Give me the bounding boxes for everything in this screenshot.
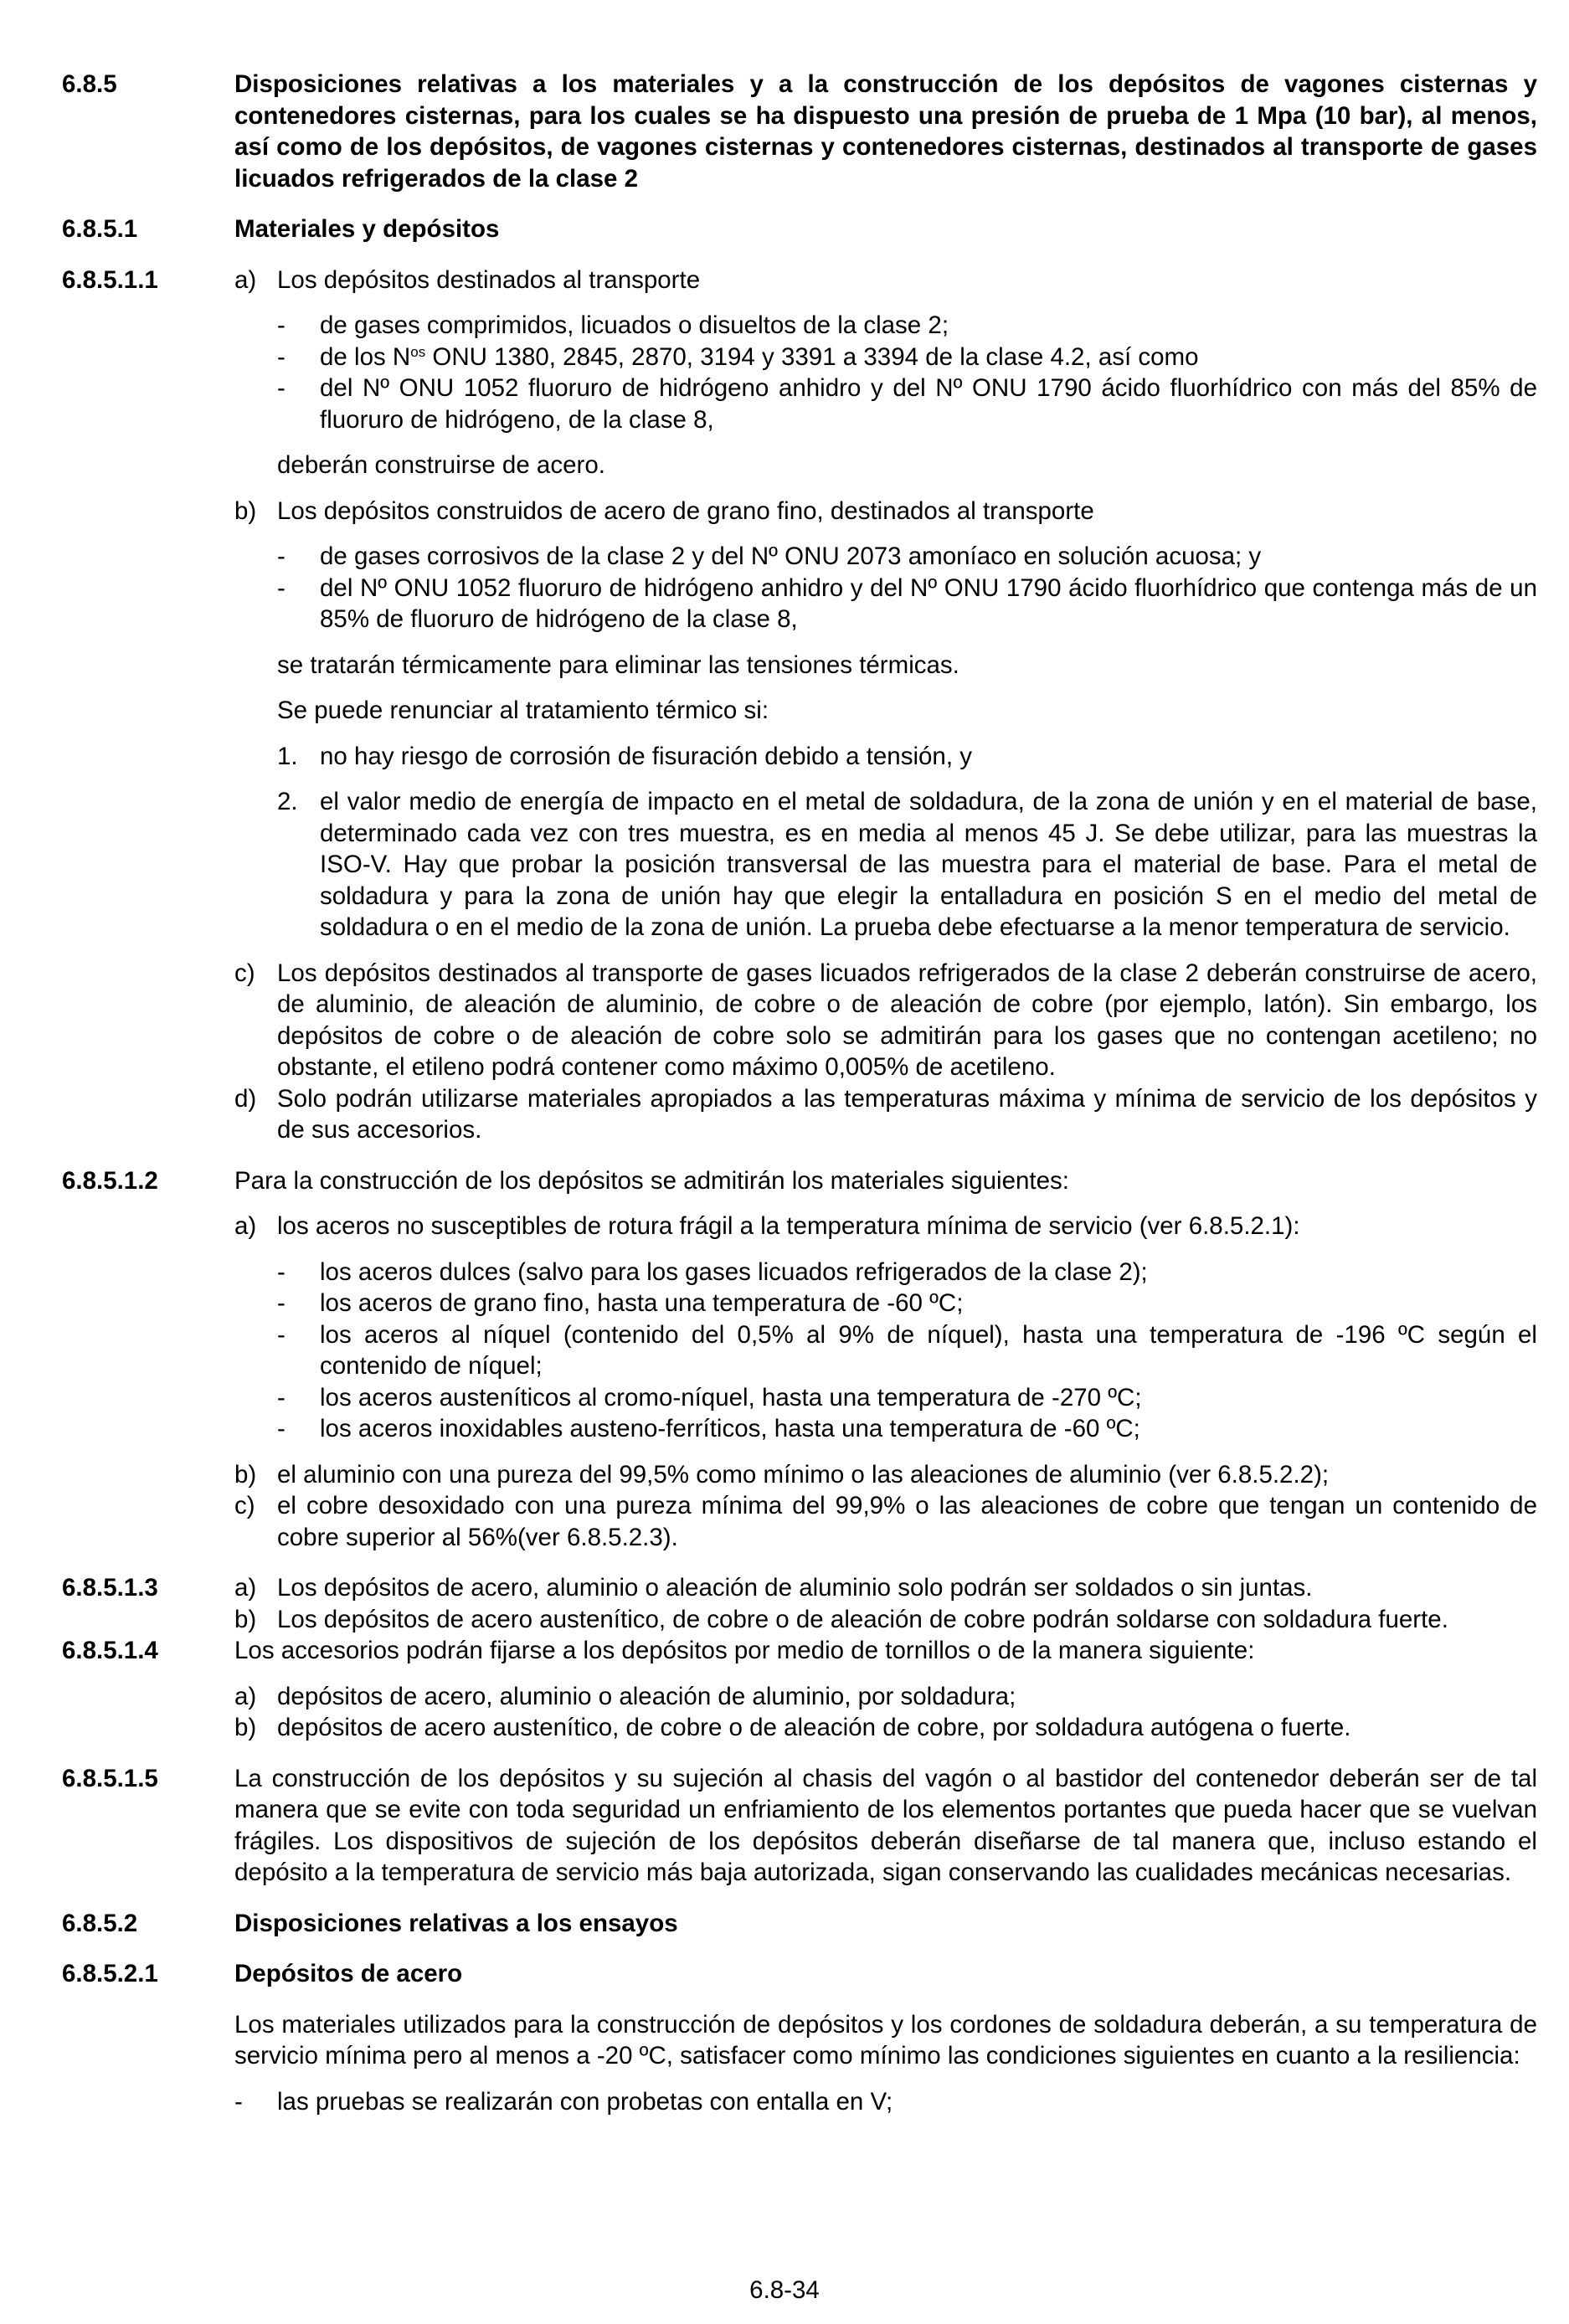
clause-a <box>234 1681 1537 1713</box>
clause-d <box>234 1083 1537 1146</box>
clause-label: a) <box>234 1682 257 1710</box>
clause-label: c) <box>234 1492 255 1519</box>
section-6-8-5-1-4 <box>62 1635 1537 1744</box>
page-number: 6.8-34 <box>749 2276 820 2304</box>
list-item: - los aceros austeníticos al cromo-níquel, hasta una temperatura de -270 ºC; <box>277 1383 1142 1411</box>
section-intro: Los accesorios podrán fijarse a los depósitos por medio de tornillos o de la manera siguiente: <box>234 1637 1255 1664</box>
clause-a <box>234 1572 1537 1604</box>
clause-conclusion: se tratarán térmicamente para eliminar las tensiones térmicas. <box>277 650 959 679</box>
clause-label: b) <box>234 1605 257 1633</box>
section-text: Los materiales utilizados para la construcción de depósitos y los cordones de soldadura deberán, a su temperatura de servicio mínima pero al menos a -20 ºC, satisfacer como mínimo las condiciones siguientes en cuanto a la resiliencia: <box>234 2010 1537 2069</box>
section-number: 6.8.5.1 <box>62 215 138 243</box>
list-item: - de gases corrosivos de la clase 2 y del Nº ONU 2073 amoníaco en solución acuosa; y <box>277 542 1262 570</box>
list-item: - del Nº ONU 1052 fluoruro de hidrógeno anhidro y del Nº ONU 1790 ácido fluorhídrico con más del 85% de fluoruro de hidrógeno, de la clase 8, <box>277 374 1537 434</box>
section-6-8-5-2-1 <box>62 1958 1537 2117</box>
clause-label: b) <box>234 496 257 525</box>
clause-text: Los depósitos de acero austenítico, de cobre o de aleación de cobre podrán soldarse con soldadura fuerte. <box>277 1605 1448 1633</box>
numbered-item: 2. el valor medio de energía de impacto en el metal de soldadura, de la zona de unión y en el material de base, determinado cada vez con tres muestra, es en media al menos 45 J. Se debe utilizar, para las muestras la ISO-V. Hay que probar la posición transversal de las muestra para el material de base. Para el metal de soldadura y para la zona de unión hay que elegir la entalladura en posición S en el medio del metal de soldadura o en el medio de la zona de unión. La prueba debe efectuarse a la menor temperatura de servicio. <box>277 788 1537 941</box>
list-item: - las pruebas se realizarán con probetas con entalla en V; <box>234 2087 893 2116</box>
section-number: 6.8.5.2 <box>62 1909 138 1937</box>
clause-label: c) <box>234 959 255 987</box>
document-page <box>62 69 1537 2117</box>
section-number: 6.8.5.1.1 <box>62 265 158 294</box>
list-item: - los aceros inoxidables austeno-ferríticos, hasta una temperatura de -60 ºC; <box>277 1415 1140 1442</box>
list-item: - los aceros dulces (salvo para los gases licuados refrigerados de la clase 2); <box>277 1257 1148 1286</box>
list-item: - de los $N^{os}$ ONU 1380, 2845, 2870, 3194 y 3391 a 3394 de la clase 4.2, así como <box>277 342 1199 371</box>
clause-b <box>234 1459 1537 1491</box>
section-6-8-5-2 <box>62 1908 1537 1940</box>
clause-text: Los depósitos construidos de acero de grano fino, destinados al transporte <box>277 496 1094 525</box>
numbered-item: 1. no hay riesgo de corrosión de fisuración debido a tensión, y <box>277 742 972 770</box>
clause-text: Los depósitos destinados al transporte <box>277 265 701 294</box>
section-title: Materiales y depósitos <box>234 215 500 243</box>
clause-label: d) <box>234 1084 257 1113</box>
section-6-8-5 <box>62 69 1537 194</box>
clause-a <box>234 1211 1537 1242</box>
section-text: La construcción de los depósitos y su sujeción al chasis del vagón o al bastidor del contenedor deberán ser de tal manera que se evite con toda seguridad un enfriamiento de los elementos portantes que pueda hacer que se vuelvan frágiles. Los dispositivos de sujeción de los depósitos deberán diseñarse de tal manera que, incluso estando el depósito a la temperatura de servicio más baja autorizada, sigan conservando las cualidades mecánicas necesarias. <box>234 1764 1537 1886</box>
list-item: - los aceros al níquel (contenido del 0,5% al 9% de níquel), hasta una temperatura de -196 ºC según el contenido de níquel; <box>277 1320 1537 1380</box>
list-item: - del Nº ONU 1052 fluoruro de hidrógeno anhidro y del Nº ONU 1790 ácido fluorhídrico que contenga más de un 85% de fluoruro de hidrógeno de la clase 8, <box>277 573 1537 633</box>
section-number: 6.8.5.1.2 <box>62 1166 158 1195</box>
list-item: - de gases comprimidos, licuados o disueltos de la clase 2; <box>277 311 949 339</box>
clause-c <box>234 1490 1537 1553</box>
clause-text: Los depósitos de acero, aluminio o aleación de aluminio solo podrán ser soldados o sin juntas. <box>277 1574 1313 1602</box>
section-number: 6.8.5.1.4 <box>62 1637 158 1664</box>
clause-label: a) <box>234 1574 257 1602</box>
clause-b <box>234 1604 1537 1636</box>
clause-conclusion: deberán construirse de acero. <box>277 451 605 479</box>
clause-text: el aluminio con una pureza del 99,5% como mínimo o las aleaciones de aluminio (ver 6.8.5.2.2); <box>277 1460 1330 1488</box>
clause-text: Los depósitos destinados al transporte de gases licuados refrigerados de la clase 2 deberán construirse de acero, de aluminio, de aleación de aluminio, de cobre o de aleación de cobre (por ejemplo, latón). Sin embargo, los depósitos de cobre o de aleación de cobre solo se admitirán para los gases que no contengan acetileno; no obstante, el etileno podrá contener como máximo 0,005% de acetileno. <box>277 959 1537 1081</box>
section-number: 6.8.5.1.5 <box>62 1764 158 1792</box>
section-title: Disposiciones relativas a los materiales y a la construcción de los depósitos de vagones cisternas y contenedores cisternas, para los cuales se ha dispuesto una presión de prueba de 1 Mpa (10 bar), al menos, así como de los depósitos, de vagones cisternas y contenedores cisternas, destinados al transporte de gases licuados refrigerados de la clase 2 <box>234 70 1537 193</box>
section-6-8-5-1 <box>62 213 1537 245</box>
clause-text: depósitos de acero, aluminio o aleación de aluminio, por soldadura; <box>277 1682 1016 1710</box>
section-6-8-5-1-2 <box>62 1165 1537 1554</box>
clause-label: a) <box>234 265 257 294</box>
clause-label: b) <box>234 1714 257 1741</box>
clause-label: b) <box>234 1460 257 1488</box>
section-6-8-5-1-5 <box>62 1763 1537 1889</box>
clause-c <box>234 958 1537 1083</box>
section-6-8-5-1-3 <box>62 1572 1537 1635</box>
clause-text: Solo podrán utilizarse materiales apropiados a las temperaturas máxima y mínima de servicio de los depósitos y de sus accesorios. <box>277 1084 1537 1144</box>
clause-text: depósitos de acero austenítico, de cobre o de aleación de cobre, por soldadura autógena o fuerte. <box>277 1714 1351 1741</box>
section-number: 6.8.5.2.1 <box>62 1960 158 1987</box>
clause-b <box>234 496 1537 527</box>
clause-a <box>234 265 1537 296</box>
clause-note: Se puede renunciar al tratamiento térmico si: <box>277 697 769 724</box>
clause-b <box>234 1712 1537 1744</box>
section-intro: Para la construcción de los depósitos se admitirán los materiales siguientes: <box>234 1166 1069 1195</box>
section-title: Depósitos de acero <box>234 1960 463 1987</box>
clause-text: los aceros no susceptibles de rotura frágil a la temperatura mínima de servicio (ver 6.8.5.2.1): <box>277 1212 1300 1240</box>
section-title: Disposiciones relativas a los ensayos <box>234 1909 678 1937</box>
section-6-8-5-1-1 <box>62 265 1537 1146</box>
section-number: 6.8.5.1.3 <box>62 1574 158 1602</box>
list-item: - los aceros de grano fino, hasta una temperatura de -60 ºC; <box>277 1289 964 1317</box>
section-number: 6.8.5 <box>62 70 117 98</box>
clause-label: a) <box>234 1212 257 1240</box>
clause-text: el cobre desoxidado con una pureza mínima del 99,9% o las aleaciones de cobre que tengan un contenido de cobre superior al 56%(ver 6.8.5.2.3). <box>277 1492 1537 1551</box>
